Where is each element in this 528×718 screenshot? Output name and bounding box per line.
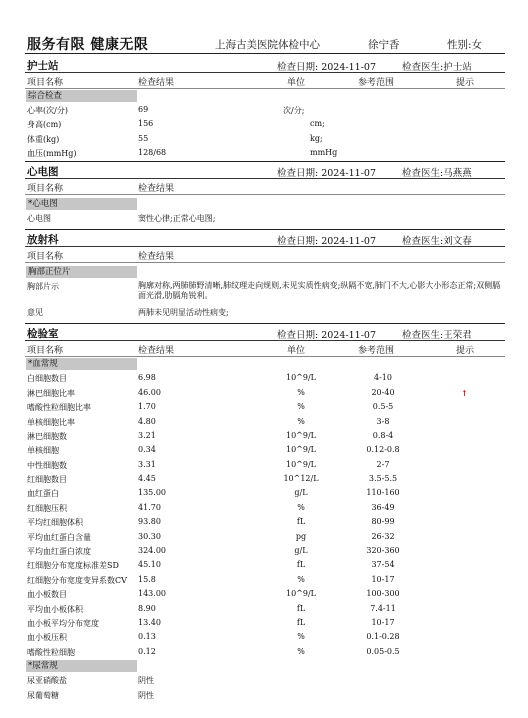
category-row	[25, 357, 505, 371]
item-ref-range: 0.8-4	[372, 430, 394, 440]
item-unit: mmHg	[310, 148, 338, 158]
item-result: 45.10	[138, 560, 161, 570]
item-unit: fL	[296, 517, 306, 527]
item-name: 中性细胞数	[27, 460, 67, 470]
item-result: 0.13	[138, 632, 156, 642]
section-title-lab	[25, 323, 505, 341]
item-unit: %	[297, 416, 305, 426]
category-row	[25, 89, 505, 103]
item-name: 尿葡萄糖	[27, 690, 59, 700]
category-label: *血常规	[26, 358, 137, 370]
item-unit: kg;	[310, 133, 323, 143]
slogan: 服务有限 健康无限	[27, 37, 149, 53]
category-row	[25, 265, 505, 279]
table-row	[25, 146, 505, 160]
section-title-radiology	[25, 229, 505, 247]
hospital-name: 上海古美医院体检中心	[215, 39, 320, 51]
item-name: 单核细胞比率	[27, 417, 75, 427]
item-result: 4.45	[138, 474, 156, 484]
patient-name: 徐宁香	[368, 39, 400, 51]
item-ref-range: 0.05-0.5	[366, 646, 400, 656]
table-row	[25, 458, 505, 472]
col-result: 检查结果	[138, 183, 175, 194]
exam-doctor: 检查医生:王荣君	[402, 330, 472, 342]
item-ref-range: 80-99	[371, 517, 395, 527]
item-unit: 10^9/L	[286, 430, 316, 440]
item-name: 血小板压积	[27, 633, 67, 643]
exam-date: 检查日期: 2024-11-07	[277, 62, 376, 73]
report-header	[0, 0, 528, 56]
item-unit: 10^9/L	[286, 589, 316, 599]
item-ref-range: 10-17	[371, 574, 395, 584]
section-title-ecg	[25, 161, 505, 179]
item-result: 30.30	[138, 531, 161, 541]
item-name: 平均红细胞体积	[27, 518, 83, 528]
table-row	[25, 103, 505, 117]
item-ref-range: 36-49	[371, 502, 395, 512]
item-ref-range: 0.5-5	[372, 402, 394, 412]
item-unit: 次/分;	[283, 106, 305, 115]
col-ref: 参考范围	[358, 78, 395, 88]
patient-gender: 性别:女	[447, 39, 483, 51]
item-result: 胸廓对称,两肺肺野清晰,肺纹理走向规则,未见实质性病变;纵隔不宽,肺门不大,心影大小形态正常;双侧膈面光滑,肋膈角锐利。	[138, 280, 501, 301]
col-result: 检查结果	[138, 346, 175, 357]
item-ref-range: 0.1-0.28	[366, 632, 400, 642]
item-ref-range: 20-40	[371, 387, 395, 397]
section-name: 护士站	[27, 60, 59, 72]
item-unit: 10^9/L	[286, 373, 316, 383]
item-unit: 10^12/L	[283, 474, 319, 484]
item-name: 淋巴细胞比率	[27, 388, 75, 398]
item-result: 0.34	[138, 445, 156, 455]
item-ref-range: 4-10	[374, 373, 392, 383]
item-unit: fL	[296, 603, 306, 613]
table-row	[25, 573, 505, 587]
item-name: 血小板平均分布宽度	[27, 618, 99, 628]
item-unit: pg	[295, 531, 307, 541]
item-name: 体重(kg)	[27, 134, 60, 144]
col-tip: 提示	[456, 78, 475, 88]
item-ref-range: 2-7	[376, 459, 390, 469]
item-result: 阴性	[138, 690, 154, 700]
table-row	[25, 558, 505, 572]
table-row	[25, 279, 505, 305]
item-result: 4.80	[138, 416, 156, 426]
col-item: 项目名称	[27, 78, 64, 88]
item-name: 红细胞分布宽度变异系数CV	[27, 575, 127, 585]
category-label: *尿常规	[26, 660, 137, 672]
item-name: 心电图	[27, 213, 51, 223]
item-ref-range: 3.5-5.5	[368, 474, 398, 484]
item-result: 窦性心律;正常心电图;	[138, 213, 216, 223]
table-row	[25, 472, 505, 486]
item-result: 143.00	[138, 589, 166, 599]
col-item: 项目名称	[27, 251, 64, 262]
item-name: 意见	[27, 307, 43, 317]
item-result: 15.8	[138, 574, 156, 584]
table-row	[25, 486, 505, 500]
item-unit: %	[297, 646, 305, 656]
category-row	[25, 197, 505, 211]
item-ref-range: 7.4-11	[370, 603, 396, 613]
col-result: 检查结果	[138, 78, 175, 88]
item-result: 13.40	[138, 617, 161, 627]
table-row	[25, 400, 505, 414]
item-result: 69	[138, 105, 149, 114]
item-flag: ↑	[461, 387, 468, 398]
item-result: 6.98	[138, 373, 156, 383]
table-row	[25, 443, 505, 457]
item-result: 阴性	[138, 676, 154, 686]
category-label: 综合检查	[26, 90, 137, 102]
col-ref: 参考范围	[358, 346, 395, 357]
item-ref-range: 10-17	[371, 617, 395, 627]
table-row	[25, 515, 505, 529]
item-unit: cm;	[310, 119, 325, 129]
table-row	[25, 305, 505, 319]
item-name: 平均血红蛋白含量	[27, 532, 91, 542]
nurse-rows	[25, 103, 505, 161]
exam-date: 检查日期: 2024-11-07	[277, 167, 376, 179]
item-result: 135.00	[138, 488, 166, 498]
col-tip: 提示	[456, 346, 475, 357]
item-ref-range: 320-360	[366, 546, 400, 556]
item-result: 41.70	[138, 502, 161, 512]
col-unit: 单位	[287, 346, 306, 357]
item-name: 平均血红蛋白浓度	[27, 547, 91, 557]
section-name: 放射科	[27, 233, 59, 246]
table-row	[25, 630, 505, 644]
table-row	[25, 688, 505, 702]
item-ref-range: 100-300	[366, 589, 400, 599]
exam-date: 检查日期: 2024-11-07	[277, 330, 376, 342]
item-name: 平均血小板体积	[27, 604, 83, 614]
table-row	[25, 117, 505, 131]
category-label: *心电图	[26, 198, 137, 210]
item-name: 白细胞数目	[27, 374, 67, 384]
table-row	[25, 132, 505, 146]
item-unit: g/L	[294, 546, 308, 556]
item-result: 156	[138, 119, 154, 129]
item-result: 0.12	[138, 646, 156, 656]
item-name: 血红蛋白	[27, 489, 59, 499]
table-row	[25, 544, 505, 558]
item-ref-range: 0.12-0.8	[366, 445, 400, 455]
item-name: 嗜酸性粒细胞比率	[27, 403, 91, 413]
item-name: 单核细胞	[27, 446, 59, 456]
exam-doctor: 检查医生:护士站	[402, 62, 472, 73]
item-unit: g/L	[294, 488, 308, 498]
table-row	[25, 429, 505, 443]
column-header	[25, 247, 505, 263]
item-name: 红细胞压积	[27, 503, 67, 513]
section-name: 检验室	[27, 328, 59, 341]
item-name: 心率(次/分)	[27, 106, 68, 115]
item-result: 128/68	[138, 148, 167, 158]
item-unit: fL	[296, 560, 306, 570]
item-ref-range: 110-160	[366, 488, 400, 498]
item-name: 血压(mmHg)	[27, 149, 77, 159]
item-result: 8.90	[138, 603, 156, 613]
report-body	[25, 56, 505, 702]
item-name: 红细胞分布宽度标准差SD	[27, 561, 119, 571]
table-row	[25, 530, 505, 544]
item-unit: 10^9/L	[286, 459, 316, 469]
table-row	[25, 501, 505, 515]
table-row	[25, 211, 505, 225]
category-row	[25, 659, 505, 673]
item-result: 46.00	[138, 387, 161, 397]
column-header	[25, 341, 505, 357]
table-row	[25, 371, 505, 385]
table-row	[25, 602, 505, 616]
item-name: 身高(cm)	[27, 120, 62, 130]
item-name: 尿亚硝酸盐	[27, 676, 67, 686]
item-name: 淋巴细胞数	[27, 431, 67, 441]
item-ref-range: 37-54	[371, 560, 395, 570]
col-item: 项目名称	[27, 346, 64, 357]
item-ref-range: 3-8	[376, 416, 390, 426]
item-unit: %	[297, 574, 305, 584]
item-name: 血小板数目	[27, 590, 67, 600]
column-header	[25, 179, 505, 195]
exam-date: 检查日期: 2024-11-07	[277, 235, 376, 247]
column-header	[25, 73, 505, 89]
exam-doctor: 检查医生:马燕燕	[402, 167, 472, 179]
category-label: 胸部正位片	[26, 266, 137, 278]
table-row	[25, 673, 505, 687]
item-result: 两肺未见明显活动性病变;	[138, 307, 229, 317]
section-name: 心电图	[27, 165, 59, 178]
table-row	[25, 386, 505, 400]
item-result: 1.70	[138, 402, 156, 412]
exam-doctor: 检查医生:刘文春	[402, 235, 472, 247]
item-unit: %	[297, 502, 305, 512]
table-row	[25, 415, 505, 429]
item-result: 3.21	[138, 430, 156, 440]
table-row	[25, 587, 505, 601]
item-name: 嗜酸性粒细胞	[27, 647, 75, 657]
lab-rows	[25, 371, 505, 659]
item-unit: %	[297, 387, 305, 397]
item-ref-range: 26-32	[371, 531, 395, 541]
item-result: 3.31	[138, 459, 156, 469]
item-unit: 10^9/L	[286, 445, 316, 455]
item-name: 红细胞数目	[27, 475, 67, 485]
item-result: 324.00	[138, 546, 166, 556]
header-rule	[25, 53, 505, 54]
item-unit: %	[297, 632, 305, 642]
section-title-nurse	[25, 56, 505, 73]
table-row	[25, 645, 505, 659]
col-item: 项目名称	[27, 183, 64, 194]
item-unit: %	[297, 402, 305, 412]
col-unit: 单位	[287, 78, 306, 88]
item-name: 胸部片示	[27, 281, 59, 291]
col-result: 检查结果	[138, 251, 175, 262]
item-unit: fL	[296, 617, 306, 627]
table-row	[25, 616, 505, 630]
item-result: 93.80	[138, 517, 161, 527]
item-result: 55	[138, 133, 149, 143]
